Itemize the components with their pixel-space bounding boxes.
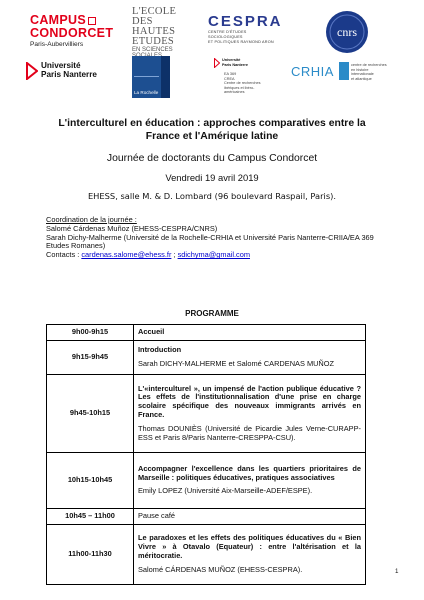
row-time: 9h00-9h15 bbox=[47, 325, 134, 341]
row-event: Accompagner l'excellence dans les quartiers prioritaires de Marseille : politiques éducatives, pratiques associatives bbox=[138, 463, 361, 482]
email-link-dichy[interactable]: sdichyma@gmail.com bbox=[177, 250, 250, 260]
event-date: Vendredi 19 avril 2019 bbox=[165, 172, 259, 183]
table-row bbox=[47, 341, 366, 375]
cnrs-logo bbox=[325, 10, 369, 54]
cespra-logo: CESPRA CENTRE D'ÉTUDES SOCIOLOGIQUES ET POLITIQUES RAYMOND ARON bbox=[208, 13, 283, 44]
row-speaker: Salomé CÁRDENAS MUÑOZ (EHESS-CESPRA). bbox=[138, 564, 303, 574]
program-table bbox=[46, 324, 366, 585]
coordinator-1: Salomé Cárdenas Muñoz (EHESS-CESPRA/CNRS) bbox=[46, 223, 218, 233]
coordinator-2: Sarah Dichy-Malherme (Université de la Rochelle-CRHIA et Université Paris Nanterre-CRIIA/EA 369 Etudes Romanes) bbox=[46, 232, 374, 251]
nanterre-mark-icon bbox=[26, 62, 38, 80]
table-row bbox=[47, 375, 366, 453]
row-speaker: Emily LOPEZ (Université Aix-Marseille-ADEF/ESPE). bbox=[138, 486, 313, 496]
crhia-logo: CRHIA centre de recherches en histoire internationale et atlantique bbox=[291, 63, 387, 81]
row-event: Pause café bbox=[138, 511, 175, 521]
row-event: Le paradoxes et les effets des politiques éducatives du « Bien Vivre » à Otavalo (Equateur) : entre l'altérisation et la méritocratie. bbox=[138, 533, 361, 560]
nanterre-small-mark-icon bbox=[214, 58, 220, 68]
table-row bbox=[47, 509, 366, 525]
coordination-block bbox=[46, 216, 386, 260]
row-time: 9h15-9h45 bbox=[47, 341, 134, 375]
paris-nanterre-logo: Université Paris Nanterre bbox=[26, 60, 106, 82]
table-row bbox=[47, 525, 366, 585]
ehess-logo: L'ECOLE DES HAUTES ETUDES EN SCIENCES bbox=[132, 6, 177, 53]
event-venue: EHESS, salle M. & D. Lombard (96 boulevard Raspail, Paris). bbox=[87, 191, 337, 201]
campus-condorcet-logo: CAMPUS CONDORCET Paris-Aubervilliers bbox=[30, 13, 114, 48]
row-time: 11h00-11h30 bbox=[47, 525, 134, 585]
row-speaker: Sarah DICHY-MALHERME et Salomé CARDENAS MUÑOZ bbox=[138, 359, 335, 368]
coordination-heading: Coordination de la journée : bbox=[46, 215, 137, 224]
row-event: Accueil bbox=[138, 327, 165, 337]
email-link-cardenas[interactable]: cardenas.salome@ehess.fr bbox=[81, 250, 172, 260]
cnrs-text: cnrs bbox=[337, 25, 357, 39]
row-time: 10h45 – 11h00 bbox=[47, 509, 134, 525]
event-title: L'interculturel en éducation : approches comparatives entre la France et l'Amérique latine bbox=[58, 118, 366, 142]
contacts-line: Contacts : cardenas.salome@ehess.fr ; sdichyma@gmail.com bbox=[46, 250, 250, 260]
row-time: 10h15-10h45 bbox=[47, 453, 134, 509]
event-subtitle: Journée de doctorants du Campus Condorcet bbox=[106, 153, 318, 164]
row-time: 9h45-10h15 bbox=[47, 375, 134, 453]
paris-nanterre-crea-logo: Université Paris Nanterre EA 369 CREA Centre de recherches ibériques et ibéro-américaines bbox=[214, 58, 264, 94]
page-number: 1 bbox=[395, 568, 399, 575]
row-speaker: Thomas DOUNIÈS (Université de Picardie Jules Verne-CURAPP-ESS et Paris 8/Paris Nanterre-CRESPPA-CSU). bbox=[138, 423, 361, 442]
row-event: L'«interculturel », un impensé de l'action publique éducative ? Les effets de l'institutionnalisation d'une prise en charge scolaire spécifique des nouveaux immigrants arrivés en France. bbox=[138, 383, 361, 419]
table-row bbox=[47, 325, 366, 341]
cnrs-circle-icon bbox=[325, 10, 369, 54]
table-row bbox=[47, 453, 366, 509]
program-title: PROGRAMME bbox=[185, 309, 239, 318]
row-event: Introduction bbox=[138, 345, 182, 355]
la-rochelle-logo: La Rochelle bbox=[132, 56, 170, 98]
